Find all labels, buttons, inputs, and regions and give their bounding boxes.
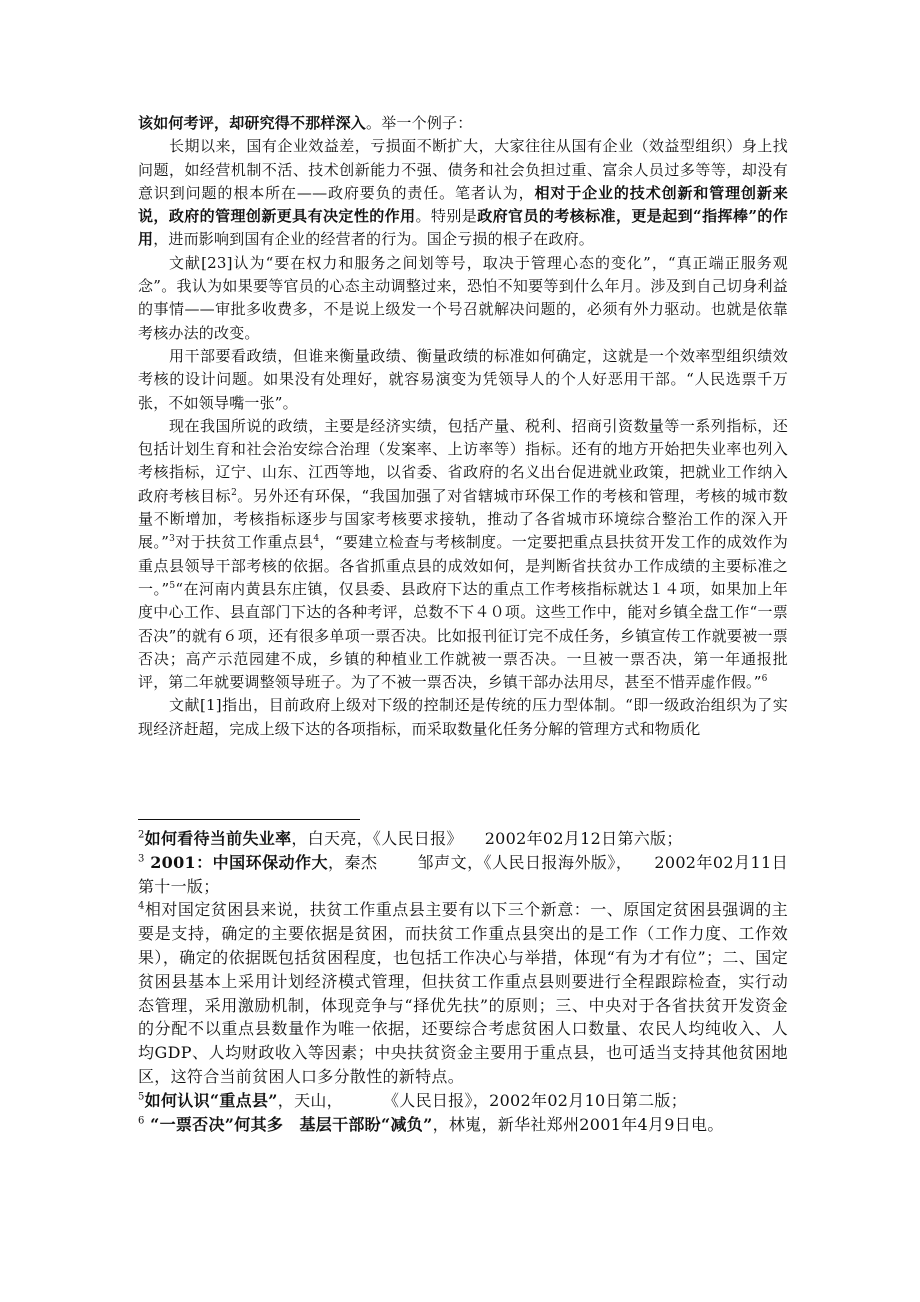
footnote-date: 2002年02月12日第六版； (484, 829, 683, 848)
text-run: ，“要建立检查与考核制度。一定要把重点县扶贫开发工作的成效作为重点县领导干部考核的依据。各省抓重点县的成效如何，是判断省扶贫办工作成绩的主要标准之一。” (138, 533, 788, 598)
footnote-source: 《人民日报》 (372, 829, 463, 848)
text-run: 长期以来，国有企业效益差，亏损面不断扩大，大家往往从国有企业（效益型组织）身上找问题，如经营机制不活、技术创新能力不强、债务和社会负担过重、富余人员过多等等，却没有意识到问题的根本所在——政府要负的责任。笔者认为， (138, 137, 788, 202)
footnote-number: 6 (138, 1115, 145, 1127)
text-run: 用干部要看政绩，但谁来衡量政绩、衡量政绩的标准如何确定，这就是一个效率型组织绩效考核的设计问题。如果没有处理好，就容易演变为凭领导人的个人好恶用干部。“人民选票千万张，不如领导嘴一张”。 (138, 346, 788, 412)
footnote-number: 4 (138, 901, 145, 913)
paragraph-3 (138, 345, 788, 415)
footnote-number: 5 (138, 1091, 145, 1103)
footnote-source: 《人民日报海外版》， (483, 852, 633, 872)
text-run: ，进而影响到国有企业的经营者的行为。国企亏损的根子在政府。 (153, 230, 595, 249)
footnote-date: ，2002年02月10日第二版； (472, 1090, 688, 1110)
text-run: 文献[23]认为“要在权力和服务之间划等号，取决于管理心态的变化”，“真正端正服务观念”。我认为如果要等官员的心态主动调整过来，恐怕不知要等到什么年月。涉及到自己切身利益的事情——审批多收费多，不是说上级发一个号召就解决问题的，必须有外力驱动。也就是依靠考核办法的改变。 (138, 253, 788, 342)
bold-phrase: 相对于企业的技术创新和管理创新来说，政府的管理创新更具有决定性的作用 (138, 183, 788, 226)
footnote-title: “一票否决”何其多 基层干部盼“减负” (150, 1114, 433, 1134)
paragraph-0 (138, 112, 788, 135)
bold-phrase: 政府官员的考核标准，更是起到“指挥棒”的作用 (138, 207, 788, 249)
footnote-ref[interactable]: 3 (169, 534, 176, 545)
footnote-4 (138, 898, 788, 1088)
footnote-number: 2 (138, 829, 145, 841)
footnote-ref[interactable]: 2 (231, 487, 237, 498)
footnote-author: ，秦杰 (328, 852, 378, 872)
text-run: “在河南内黄县东庄镇，仅县委、县政府下达的重点工作考核指标就达１４项，如果加上年度中心工作、县直部门下达的各种考评，总数不下４０项。这些工作中，能对乡镇全盘工作“一票否决”的就有６项，还有很多单项一票否决。比如报刊征订完不成任务，乡镇宣传工作就要被一票否决；高产示范园建不成，乡镇的种植业工作就被一票否决。一旦被一票否决，第一年通报批评，第二年就要调整领导班子。为了不被一票否决，乡镇干部办法用尽，甚至不惜弄虚作假。” (138, 579, 788, 692)
footnote-number: 3 (138, 853, 145, 865)
text-run: 。举一个例子： (366, 114, 473, 132)
footnote-title: 如何认识“重点县” (144, 1090, 278, 1110)
footnote-author: ，天山， (277, 1090, 343, 1110)
text-run: 。另外还有环保，“我国加强了对省辖城市环保工作的考核和管理，考核的城市数量不断增加，考核指标逐步与国家考核要求接轨，推动了各省城市环境综合整治工作的深入开展。” (138, 486, 789, 552)
footnote-3 (138, 851, 788, 899)
paragraph-5 (138, 694, 788, 741)
footnote-source: 《人民日报》 (382, 1090, 473, 1110)
footnote-ref[interactable]: 6 (761, 674, 768, 685)
footnote-author: ，白天亮， (291, 829, 373, 848)
footnotes (138, 827, 788, 1136)
footnote-title: 如何看待当前失业率 (144, 829, 292, 848)
paragraph-1 (138, 135, 788, 251)
paragraph-4 (138, 415, 788, 695)
text-run: 对于扶贫工作重点县 (175, 533, 314, 552)
bold-phrase: 该如何考评，却研究得不那样深入 (138, 114, 367, 132)
footnote-5 (138, 1089, 788, 1113)
text-run: 文献[1]指出，目前政府上级对下级的控制还是传统的压力型体制。“即一级政治组织为了实现经济赶超，完成上级下达的各项指标，而采取数量化任务分解的管理方式和物质化 (138, 696, 788, 738)
footnote-date: 2002年02月11日第十一版； (138, 852, 788, 896)
text-run: 现在我国所说的政绩，主要是经济实绩，包括产量、税利、招商引资数量等一系列指标，还包括计划生育和社会治安综合治理（发案率、上访率等）指标。还有的地方开始把失业率也列入考核指标，辽宁、山东、江西等地，以省委、省政府的名义出台促进就业政策，把就业工作纳入政府考核目标 (138, 416, 788, 505)
footnote-text: 相对国定贫困县来说，扶贫工作重点县主要有以下三个新意：一、原国定贫困县强调的主要是支持，确定的主要依据是贫困，而扶贫工作重点县突出的是工作（工作力度、工作效果），确定的依据既包括贫困程度，也包括工作决心与举措，体现“有为才有位”；二、国定贫困县基本上采用计划经济模式管理，但扶贫工作重点县则要进行全程跟踪检查，实行动态管理，采用激励机制，体现竞争与“择优先扶”的原则；三、中央对于各省扶贫开发资金的分配不以重点县数量作为唯一依据，还要综合考虑贫困人口数量、农民人均纯收入、人均GDP、人均财政收入等因素；中央扶贫资金主要用于重点县，也可适当支持其他贫困地区，这符合当前贫困人口多分散性的新特点。 (138, 900, 788, 1086)
footnote-ref[interactable]: 4 (313, 534, 320, 545)
footnote-ref[interactable]: 5 (169, 580, 176, 591)
footnote-separator (138, 819, 360, 820)
footnote-6 (138, 1113, 788, 1137)
footnote-2 (138, 827, 788, 851)
footnote-author-2: 邹声文， (417, 852, 484, 872)
footnote-title: 2001：中国环保动作大 (150, 852, 328, 872)
footnote-rest: ，林嵬，新华社郑州2001年4月9日电。 (432, 1114, 724, 1134)
text-run: 。特别是 (415, 207, 478, 226)
document-body (138, 112, 788, 741)
paragraph-2 (138, 252, 788, 345)
